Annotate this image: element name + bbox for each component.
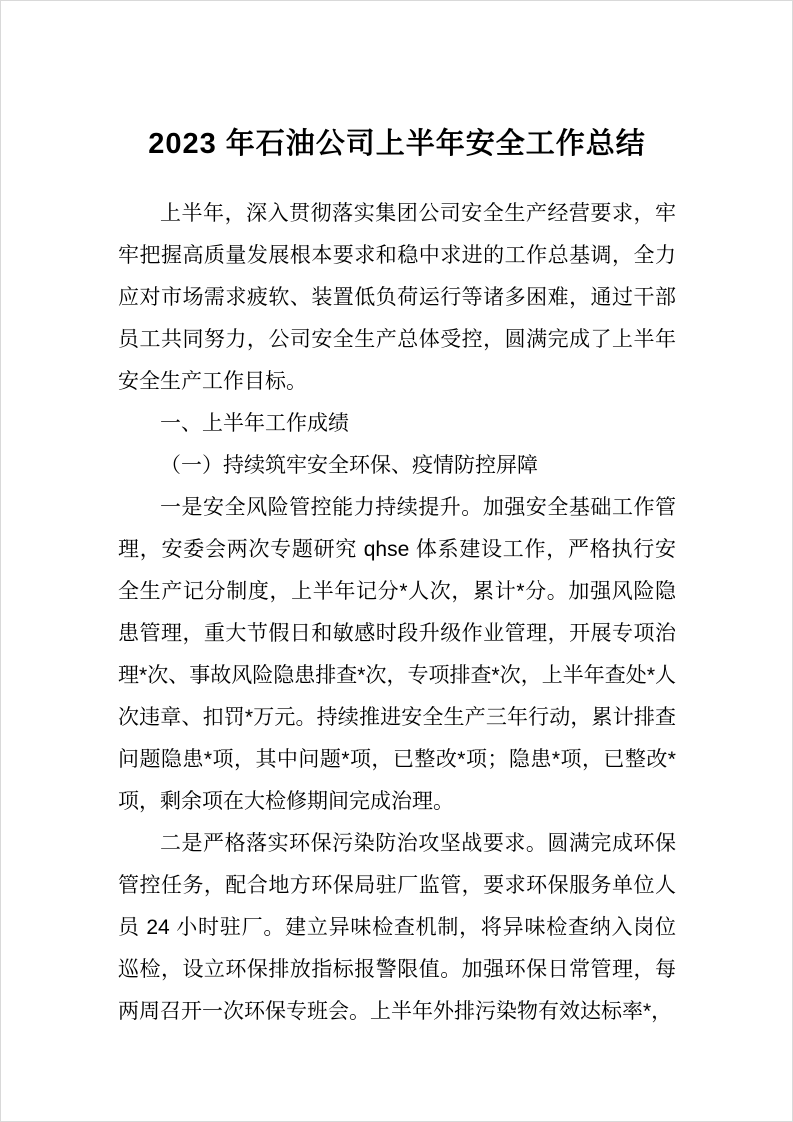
paragraph-intro: 上半年，深入贯彻落实集团公司安全生产经营要求，牢牢把握高质量发展根本要求和稳中求进的工作总基调，全力应对市场需求疲软、装置低负荷运行等诸多困难，通过干部员工共同努力，公司安全生产总体受控，圆满完成了上半年安全生产工作目标。 bbox=[118, 202, 676, 393]
section-heading-first-half-achievements: 一、上半年工作成绩 bbox=[160, 412, 349, 435]
subsection-heading-safety-environment-barrier: （一）持续筑牢安全环保、疫情防控屏障 bbox=[160, 454, 538, 477]
paragraph-point-two-environmental-protection: 二是严格落实环保污染防治攻坚战要求。圆满完成环保管控任务，配合地方环保局驻厂监管，要求环保服务单位人员 24 小时驻厂。建立异味检查机制，将异味检查纳入岗位巡检，设立环保排放指标报警限值。加强环保日常管理，每两周召开一次环保专班会。上半年外排污染物有效达标率*， bbox=[118, 832, 676, 1023]
paragraph-point-one-risk-control: 一是安全风险管控能力持续提升。加强安全基础工作管理，安委会两次专题研究 qhse 体系建设工作，严格执行安全生产记分制度，上半年记分*人次，累计*分。加强风险隐患管理，重大节假日和敏感时段升级作业管理，开展专项治理*次、事故风险隐患排查*次，专项排查*次，上半年查处*人次违章、扣罚*万元。持续推进安全生产三年行动，累计排查问题隐患*项，其中问题*项，已整改*项；隐患*项，已整改*项，剩余项在大检修期间完成治理。 bbox=[118, 496, 676, 813]
document-title: 2023 年石油公司上半年安全工作总结 bbox=[148, 128, 646, 160]
